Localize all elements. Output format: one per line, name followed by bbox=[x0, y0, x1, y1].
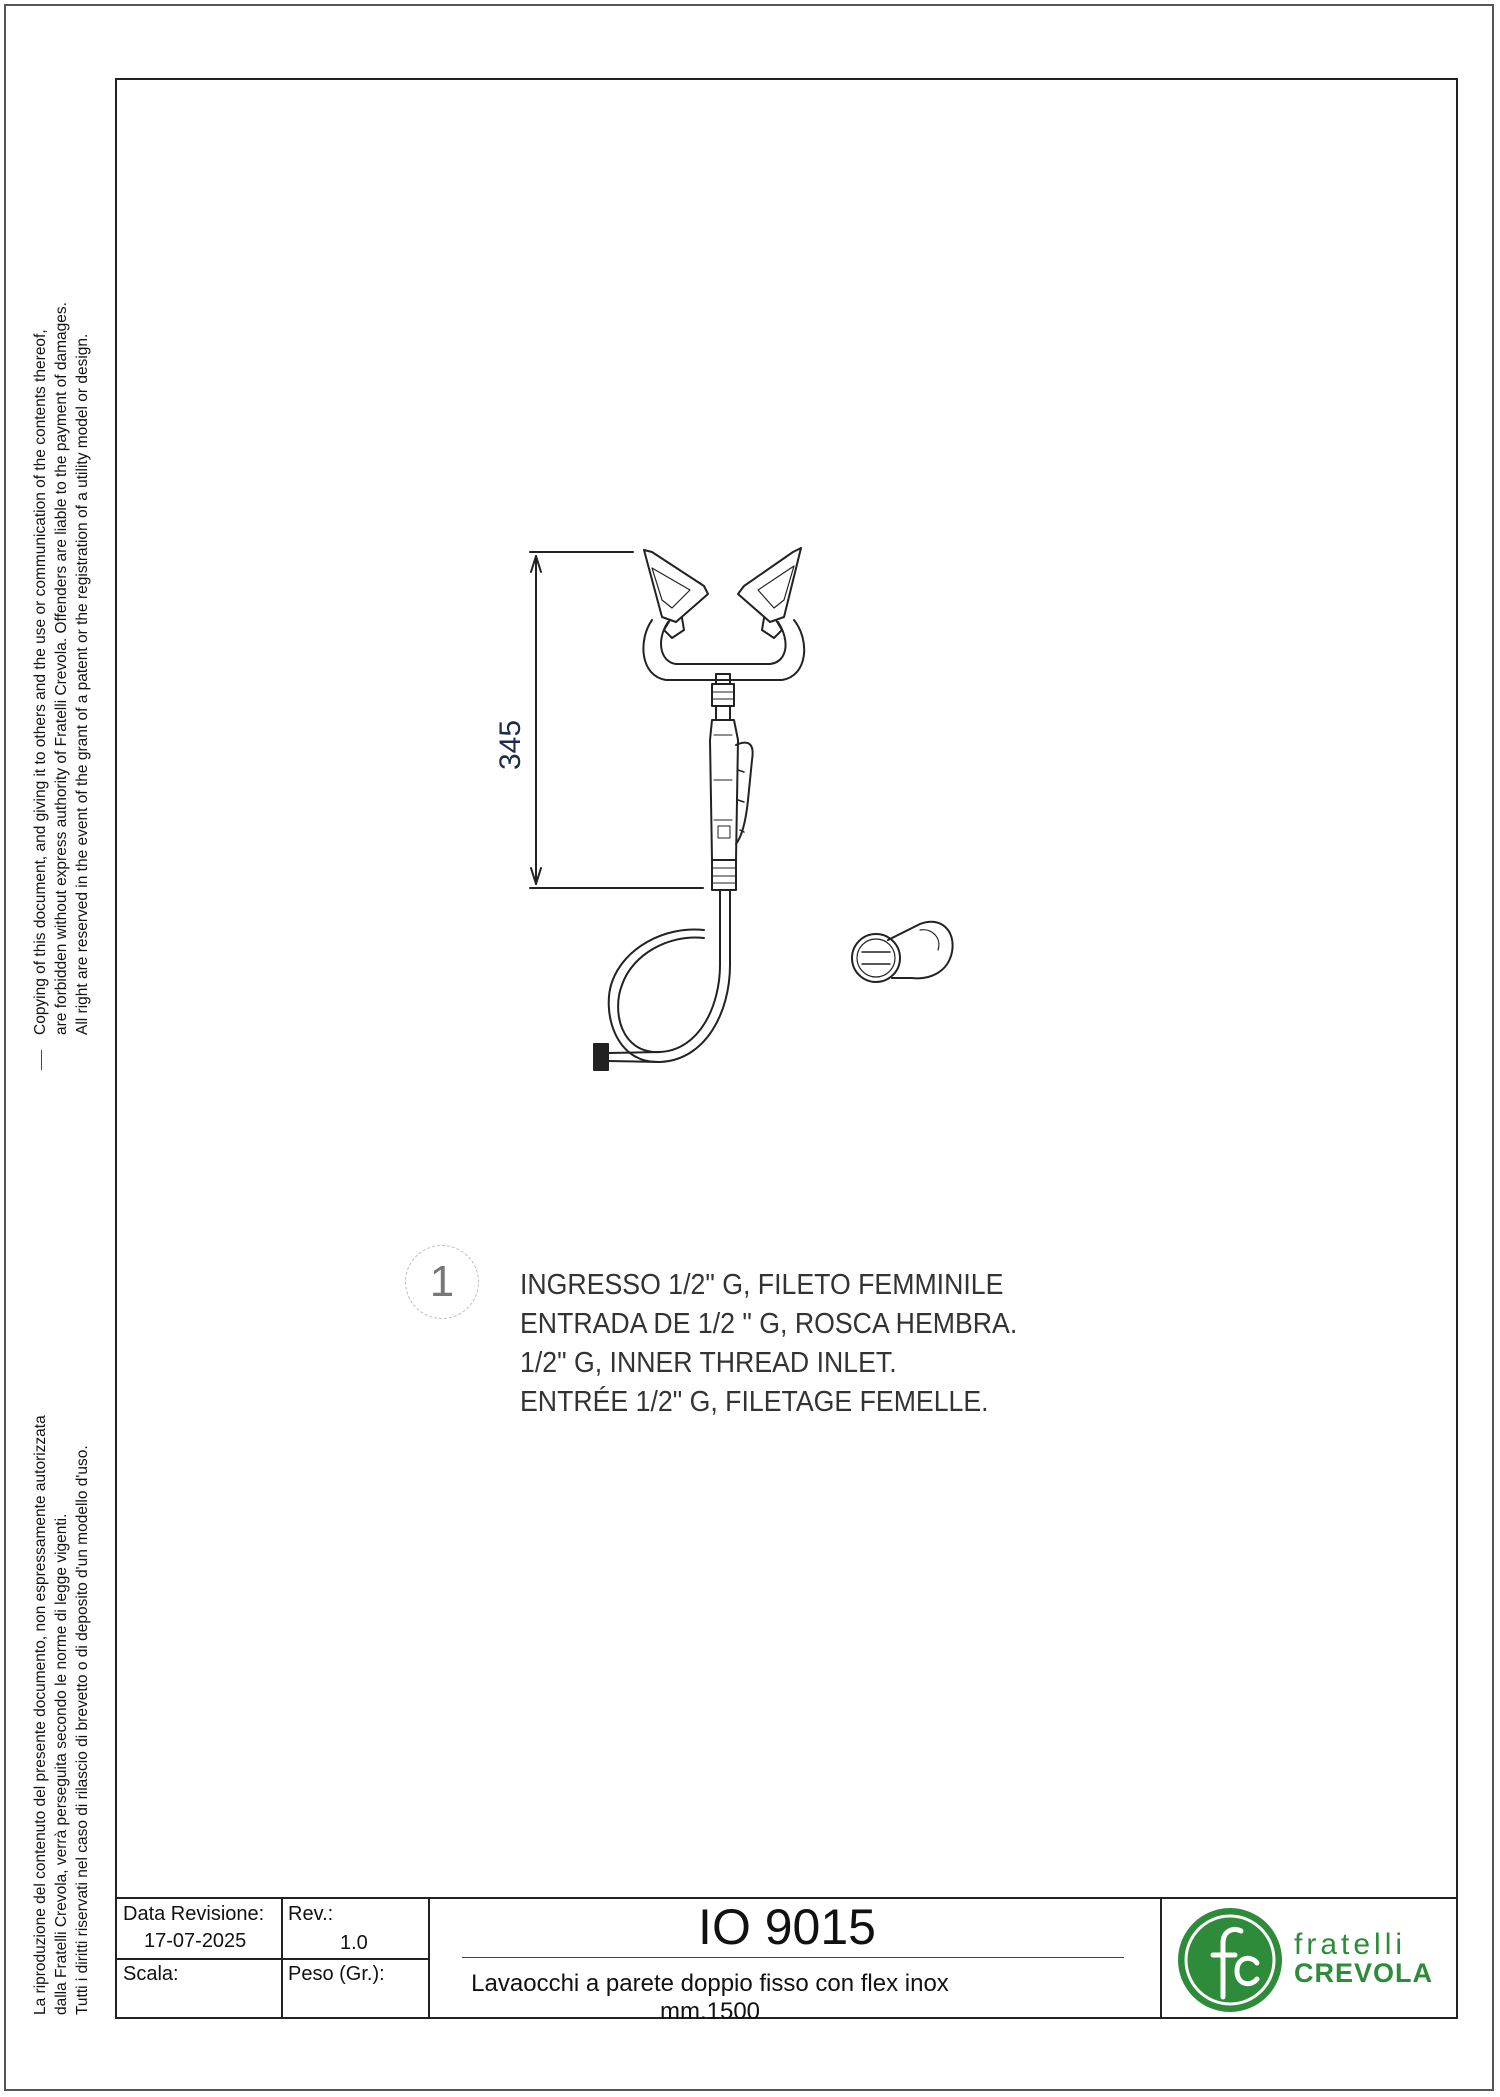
right-spray-cup bbox=[738, 548, 801, 638]
product-code: IO 9015 bbox=[698, 1899, 876, 1955]
legal-line: dalla Fratelli Crevola, verrà perseguita secondo le norme di legge vigenti. bbox=[53, 1513, 70, 2015]
title-block-divider bbox=[1160, 1897, 1162, 2019]
flexible-hose bbox=[594, 890, 730, 1070]
legal-line: La riproduzione del contenuto del presente documento, non espressamente autorizzata bbox=[32, 1415, 49, 2015]
note-french: ENTRÉE 1/2" G, FILETAGE FEMELLE. bbox=[520, 1386, 989, 1418]
scale-label: Scala: bbox=[123, 1963, 179, 1985]
note-spanish: ENTRADA DE 1/2 " G, ROSCA HEMBRA. bbox=[520, 1308, 1018, 1340]
rev-label: Rev.: bbox=[288, 1903, 334, 1925]
inlet-notes bbox=[520, 1266, 1017, 1422]
revision-date-label: Data Revisione: bbox=[123, 1903, 265, 1925]
valve-handle bbox=[710, 720, 753, 890]
crevola-logo-icon bbox=[1175, 1905, 1285, 2015]
product-description: Lavaocchi a parete doppio fisso con flex inox mm.1500 bbox=[471, 1970, 949, 2025]
note-italian: INGRESSO 1/2" G, FILETO FEMMINILE bbox=[520, 1269, 1004, 1301]
logo-word-crevola: CREVOLA bbox=[1294, 1958, 1434, 1988]
left-spray-cup bbox=[644, 550, 708, 638]
title-underline bbox=[462, 1957, 1124, 1958]
dimension-label: 345 bbox=[494, 719, 527, 771]
legal-line: are forbidden without express authority of Fratelli Crevola. Offenders are liable to the payment of damages. bbox=[53, 302, 70, 1035]
logo-word-fratelli: fratelli bbox=[1294, 1928, 1407, 1961]
rev-value: 1.0 bbox=[340, 1932, 368, 1954]
revision-date: 17-07-2025 bbox=[144, 1930, 247, 1952]
title-block-row-divider bbox=[115, 1958, 430, 1960]
weight-label: Peso (Gr.): bbox=[288, 1963, 385, 1985]
legal-line: All right are reserved in the event of the grant of a patent or the registration of a utility model or design. bbox=[74, 333, 91, 1035]
callout-number: 1 bbox=[405, 1245, 479, 1319]
legal-line: Tutti i diritti riservati nel caso di rilascio di brevetto o di deposito d'un modello d'uso. bbox=[74, 1445, 91, 2015]
u-bar-outer bbox=[643, 620, 804, 680]
u-bar-inner bbox=[661, 622, 786, 664]
legal-line: Copying of this document, and giving it to others and the use or communication of the contents thereof, bbox=[32, 329, 49, 1035]
note-english: 1/2" G, INNER THREAD INLET. bbox=[520, 1347, 897, 1379]
wall-bracket bbox=[852, 922, 953, 982]
